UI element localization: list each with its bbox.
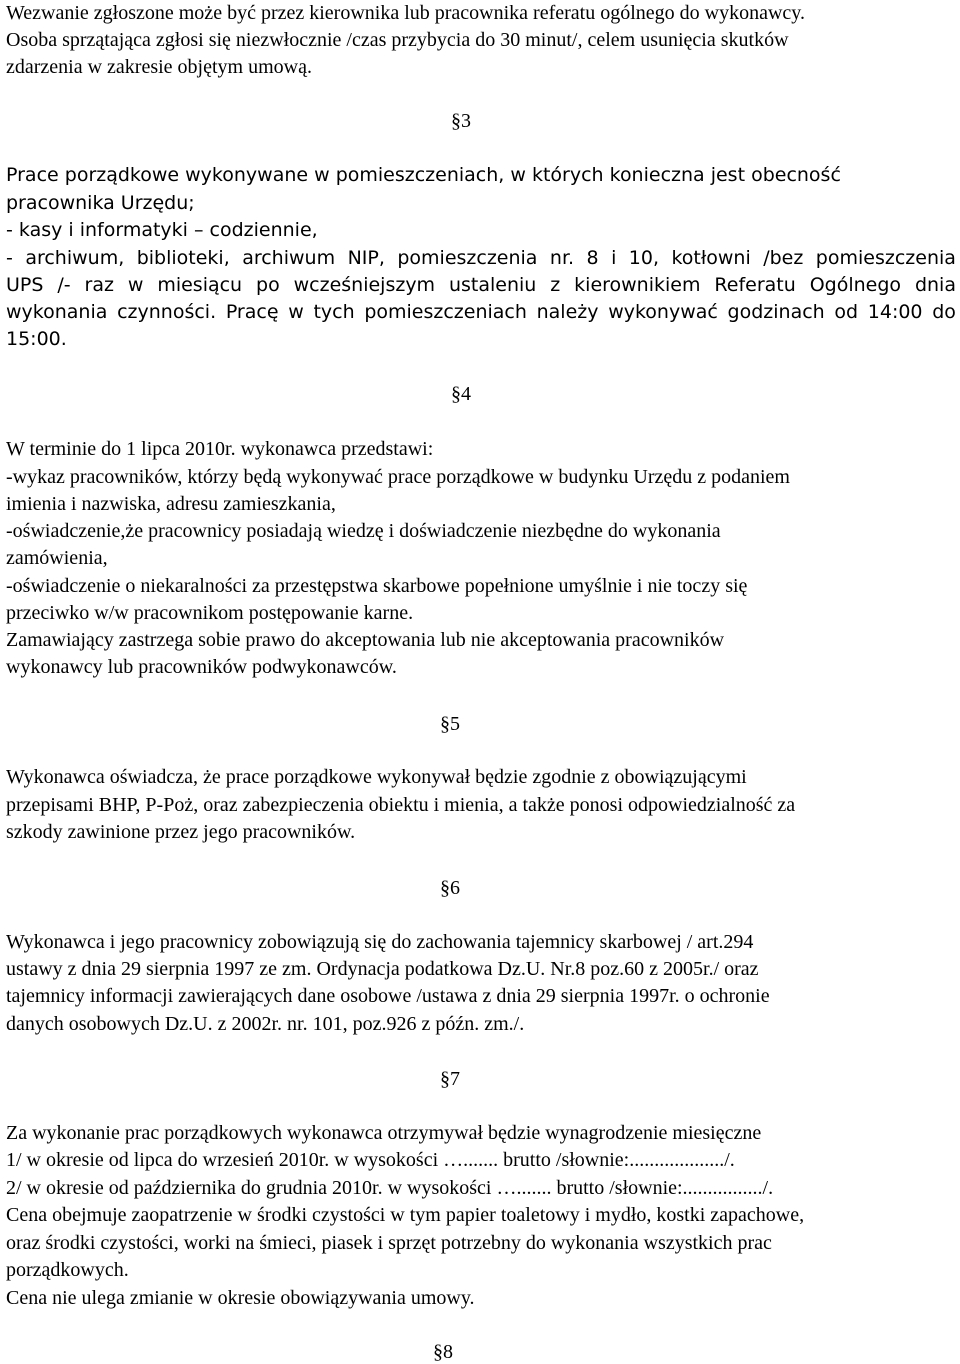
section-3-line: wykonania czynności. Pracę w tych pomieszczeniach należy wykonywać godzinach od 14:00 do xyxy=(6,301,956,323)
section-heading-5: §5 xyxy=(440,713,460,735)
section-4-line: wykonawcy lub pracowników podwykonawców. xyxy=(6,656,397,678)
section-3-line: 15:00. xyxy=(6,328,67,350)
section-heading-7: §7 xyxy=(440,1068,460,1090)
section-4-line: W terminie do 1 lipca 2010r. wykonawca przedstawi: xyxy=(6,438,434,460)
section-3-line: - archiwum, biblioteki, archiwum NIP, pomieszczenia nr. 8 i 10, kotłowni /bez pomieszczenia xyxy=(6,247,956,269)
section-heading-4: §4 xyxy=(451,383,471,405)
section-7-line: Cena obejmuje zaopatrzenie w środki czystości w tym papier toaletowy i mydło, kostki zapachowe, xyxy=(6,1204,805,1226)
section-4-line: -wykaz pracowników, którzy będą wykonywać prace porządkowe w budynku Urzędu z podaniem xyxy=(6,466,790,488)
section-3-line: pracownika Urzędu; xyxy=(6,192,195,214)
intro-line: zdarzenia w zakresie objętym umową. xyxy=(6,56,312,78)
section-7-line: porządkowych. xyxy=(6,1259,129,1281)
section-5-line: przepisami BHP, P-Poż, oraz zabezpieczenia obiektu i mienia, a także ponosi odpowiedzialność za xyxy=(6,794,796,816)
section-7-line: 1/ w okresie od lipca do wrzesień 2010r. w wysokości …....... brutto /słownie:.................../. xyxy=(6,1149,735,1171)
section-heading-8: §8 xyxy=(433,1341,453,1363)
section-4-line: Zamawiający zastrzega sobie prawo do akceptowania lub nie akceptowania pracowników xyxy=(6,629,725,651)
section-4-line: -oświadczenie,że pracownicy posiadają wiedzę i doświadczenie niezbędne do wykonania xyxy=(6,520,721,542)
section-5-line: szkody zawinione przez jego pracowników. xyxy=(6,821,356,843)
section-heading-3: §3 xyxy=(451,110,471,132)
section-7-line: Za wykonanie prac porządkowych wykonawca otrzymywał będzie wynagrodzenie miesięczne xyxy=(6,1122,762,1144)
section-3-line: Prace porządkowe wykonywane w pomieszczeniach, w których konieczna jest obecność xyxy=(6,164,841,186)
section-heading-6: §6 xyxy=(440,877,460,899)
section-4-line: imienia i nazwiska, adresu zamieszkania, xyxy=(6,493,336,515)
section-6-line: tajemnicy informacji zawierających dane osobowe /ustawa z dnia 29 sierpnia 1997r. o ochronie xyxy=(6,985,770,1007)
section-7-line: 2/ w okresie od października do grudnia 2010r. w wysokości …....... brutto /słownie:................/. xyxy=(6,1177,774,1199)
section-7-line: Cena nie ulega zmianie w okresie obowiązywania umowy. xyxy=(6,1287,475,1309)
intro-line: Wezwanie zgłoszone może być przez kierownika lub pracownika referatu ogólnego do wykonawcy. xyxy=(6,2,805,24)
section-4-line: przeciwko w/w pracownikom postępowanie karne. xyxy=(6,602,414,624)
section-4-line: -oświadczenie o niekaralności za przestępstwa skarbowe popełnione umyślnie i nie toczy się xyxy=(6,575,748,597)
section-6-line: ustawy z dnia 29 sierpnia 1997 ze zm. Ordynacja podatkowa Dz.U. Nr.8 poz.60 z 2005r./ oraz xyxy=(6,958,759,980)
section-4-line: zamówienia, xyxy=(6,547,108,569)
section-7-line: oraz środki czystości, worki na śmieci, piasek i sprzęt potrzebny do wykonania wszystkich prac xyxy=(6,1232,772,1254)
section-6-line: danych osobowych Dz.U. z 2002r. nr. 101, poz.926 z późn. zm./. xyxy=(6,1013,525,1035)
section-3-line: - kasy i informatyki – codziennie, xyxy=(6,219,318,241)
section-6-line: Wykonawca i jego pracownicy zobowiązują się do zachowania tajemnicy skarbowej / art.294 xyxy=(6,931,754,953)
section-3-line: UPS /- raz w miesiącu po wcześniejszym ustaleniu z kierownikiem Referatu Ogólnego dnia xyxy=(6,274,956,296)
intro-line: Osoba sprzątająca zgłosi się niezwłocznie /czas przybycia do 30 minut/, celem usunięcia skutków xyxy=(6,29,789,51)
section-5-line: Wykonawca oświadcza, że prace porządkowe wykonywał będzie zgodnie z obowiązującymi xyxy=(6,766,747,788)
